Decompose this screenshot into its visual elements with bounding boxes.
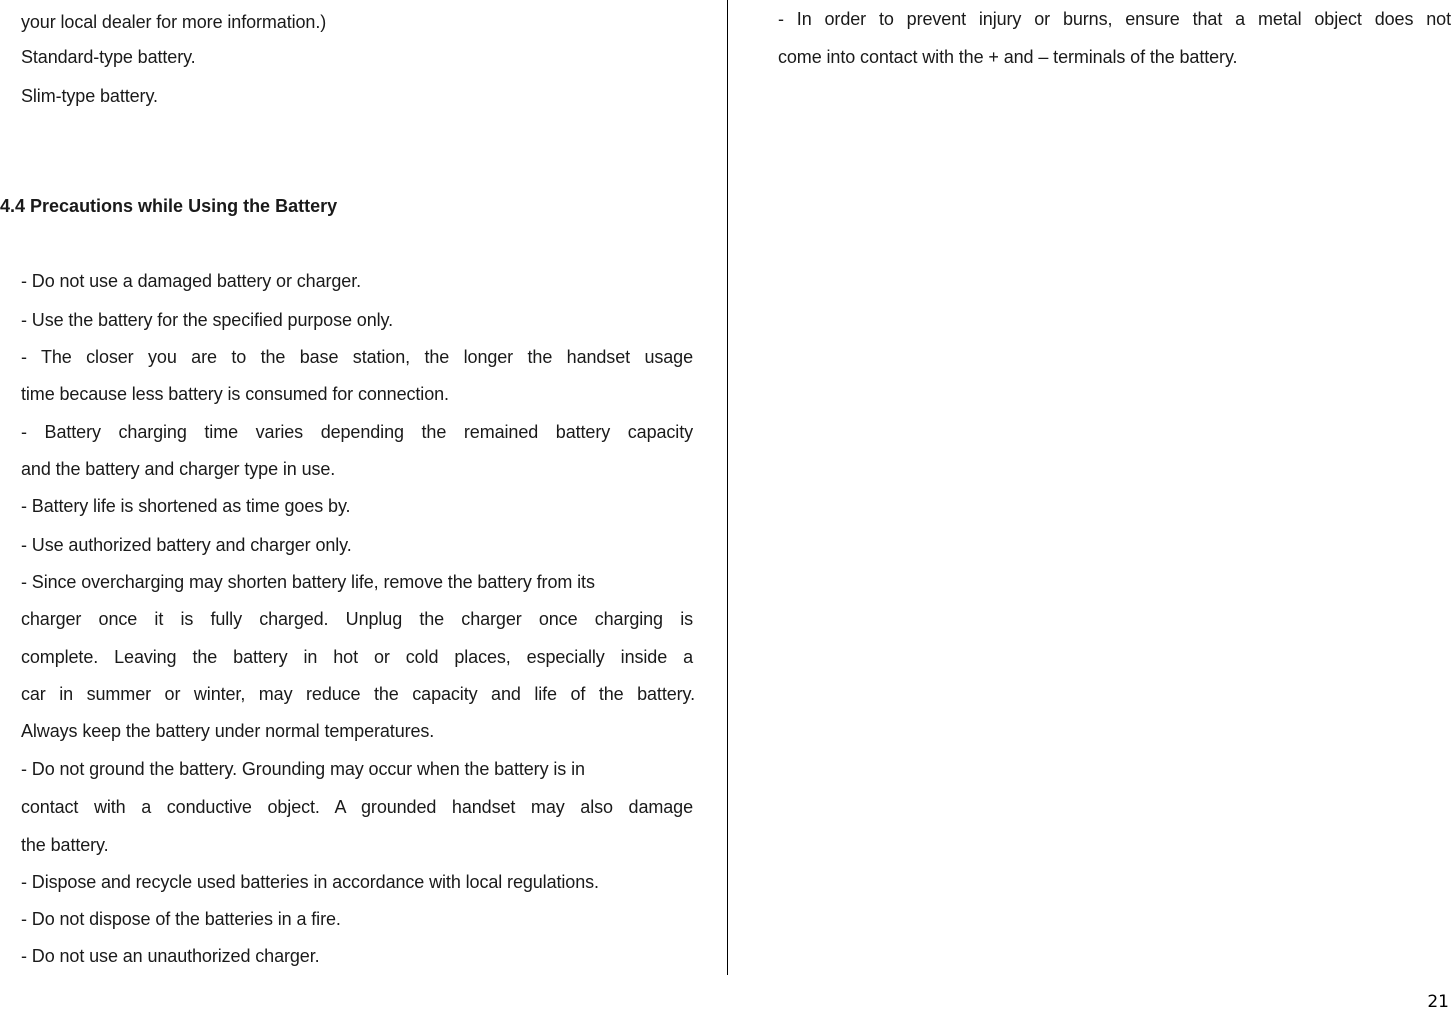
section-heading: 4.4 Precautions while Using the Battery	[0, 196, 338, 216]
body-line: come into contact with the + and – terminals of the battery.	[778, 47, 1238, 67]
body-line: - Use authorized battery and charger only.	[21, 535, 352, 555]
page-number: 21	[1427, 992, 1449, 1012]
intro-line: Slim-type battery.	[21, 86, 158, 106]
body-line: - Dispose and recycle used batteries in accordance with local regulations.	[21, 872, 599, 892]
body-line: - Use the battery for the specified purpose only.	[21, 310, 393, 330]
body-line: - The closer you are to the base station, the longer the handset usage	[21, 347, 693, 367]
body-line: car in summer or winter, may reduce the capacity and life of the battery.	[21, 684, 695, 704]
body-line: the battery.	[21, 835, 109, 855]
body-line: charger once it is fully charged. Unplug the charger once charging is	[21, 609, 693, 629]
intro-line: Standard-type battery.	[21, 47, 196, 67]
body-line: - In order to prevent injury or burns, ensure that a metal object does not	[778, 9, 1451, 29]
body-line: Always keep the battery under normal temperatures.	[21, 721, 435, 741]
body-line: complete. Leaving the battery in hot or cold places, especially inside a	[21, 647, 693, 667]
body-line: - Battery life is shortened as time goes by.	[21, 496, 351, 516]
body-line: - Do not ground the battery. Grounding may occur when the battery is in	[21, 759, 585, 779]
body-line: - Since overcharging may shorten battery life, remove the battery from its	[21, 572, 595, 592]
body-line: contact with a conductive object. A grounded handset may also damage	[21, 797, 693, 817]
body-line: - Battery charging time varies depending the remained battery capacity	[21, 422, 693, 442]
column-divider	[727, 0, 728, 975]
body-line: - Do not dispose of the batteries in a fire.	[21, 909, 341, 929]
body-line: - Do not use a damaged battery or charger.	[21, 271, 361, 291]
body-line: - Do not use an unauthorized charger.	[21, 946, 320, 966]
intro-line: your local dealer for more information.)	[21, 12, 327, 32]
body-line: time because less battery is consumed for connection.	[21, 384, 449, 404]
body-line: and the battery and charger type in use.	[21, 459, 336, 479]
